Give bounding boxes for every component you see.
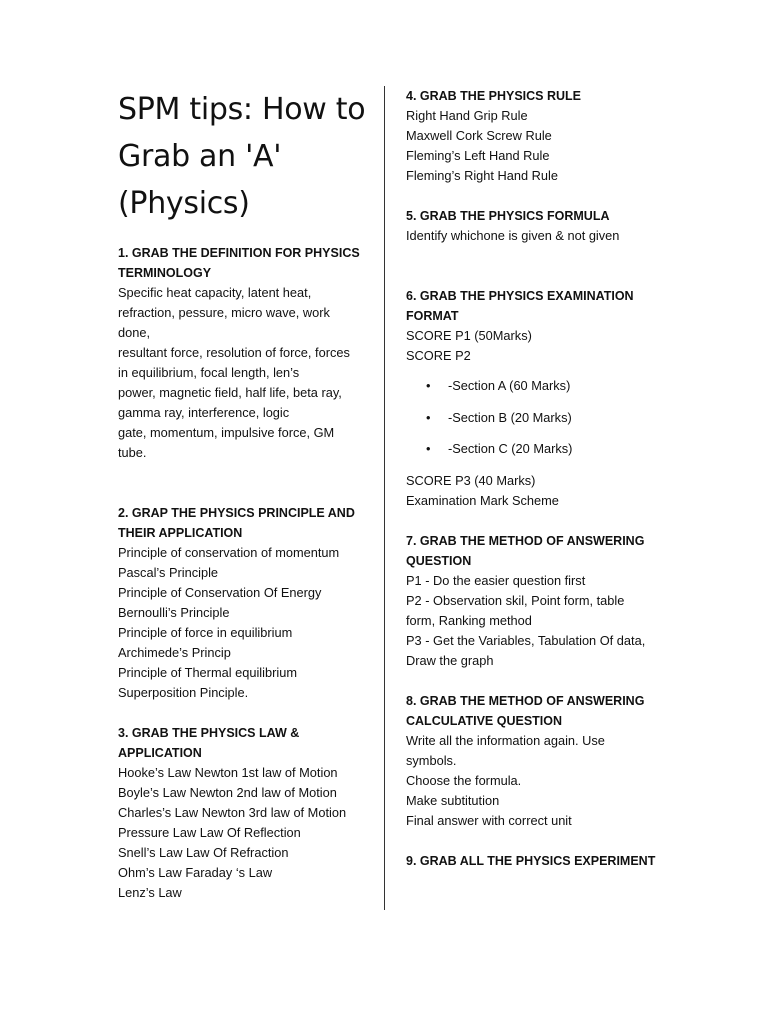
text-line: gamma ray, interference, logic bbox=[118, 405, 290, 420]
spacer bbox=[118, 463, 368, 483]
text-line: tube. bbox=[118, 445, 147, 460]
text-line: Snell’s Law Law Of Refraction bbox=[118, 845, 289, 860]
spacer bbox=[406, 186, 676, 206]
spacer bbox=[406, 831, 676, 851]
section-heading: 1. GRAB THE DEFINITION FOR PHYSICS TERMINOLOGY bbox=[118, 246, 360, 280]
section-laws bbox=[118, 723, 368, 903]
text-line: Write all the information again. Use bbox=[406, 732, 605, 748]
bullet-list bbox=[406, 376, 676, 459]
text-line: SCORE P1 (50Marks) bbox=[406, 328, 532, 343]
text-line: gate, momentum, impulsive force, GM bbox=[118, 425, 335, 440]
section-definitions bbox=[118, 243, 368, 463]
text-line: Pressure Law Law Of Reflection bbox=[118, 825, 301, 840]
list-item-text: -Section C (20 Marks) bbox=[448, 441, 573, 456]
section-heading: 3. GRAB THE PHYSICS LAW & APPLICATION bbox=[118, 726, 300, 760]
text-line: Bernoulli’s Principle bbox=[118, 605, 230, 620]
section-answering-method bbox=[406, 531, 676, 671]
text-line: SCORE P2 bbox=[406, 348, 471, 363]
column-divider bbox=[384, 86, 385, 910]
bullet-icon: • bbox=[426, 441, 431, 456]
text-line: Archimede’s Princip bbox=[118, 645, 231, 660]
text-line: Fleming’s Left Hand Rule bbox=[406, 148, 550, 163]
list-item bbox=[406, 439, 676, 459]
left-column bbox=[118, 86, 368, 903]
page-title: SPM tips: How to Grab an 'A' (Physics) bbox=[118, 92, 366, 221]
bullet-icon: • bbox=[426, 409, 431, 425]
text-line: Hooke’s Law Newton 1st law of Motion bbox=[118, 765, 338, 780]
text-line: Choose the formula. bbox=[406, 772, 522, 788]
text-line: P3 - Get the Variables, Tabulation Of data, bbox=[406, 632, 646, 648]
spacer bbox=[406, 511, 676, 531]
text-line: SCORE P3 (40 Marks) bbox=[406, 472, 536, 488]
section-heading: 9. GRAB ALL THE PHYSICS EXPERIMENT bbox=[406, 853, 656, 868]
text-line: Superposition Pinciple. bbox=[118, 685, 249, 700]
text-line: Charles’s Law Newton 3rd law of Motion bbox=[118, 805, 347, 820]
text-line: power, magnetic field, half life, beta ray, bbox=[118, 385, 342, 400]
section-formula bbox=[406, 206, 676, 246]
section-heading: 7. GRAB THE METHOD OF ANSWERING QUESTION bbox=[406, 533, 645, 568]
text-line: symbols. bbox=[406, 752, 457, 768]
list-item-text: -Section A (60 Marks) bbox=[448, 378, 571, 393]
text-line: Examination Mark Scheme bbox=[406, 492, 559, 508]
text-line: Principle of conservation of momentum bbox=[118, 545, 340, 560]
text-line: Right Hand Grip Rule bbox=[406, 108, 528, 123]
section-principles bbox=[118, 503, 368, 703]
section-exam-format bbox=[406, 286, 676, 511]
section-rules bbox=[406, 86, 676, 186]
text-line: Draw the graph bbox=[406, 652, 494, 668]
section-heading: 8. GRAB THE METHOD OF ANSWERING CALCULATIVE QUESTION bbox=[406, 693, 645, 728]
text-line: in equilibrium, focal length, len’s bbox=[118, 365, 300, 380]
text-line: Final answer with correct unit bbox=[406, 812, 572, 828]
section-heading: 2. GRAP THE PHYSICS PRINCIPLE AND THEIR APPLICATION bbox=[118, 506, 355, 540]
text-line: Principle of Thermal equilibrium bbox=[118, 665, 297, 680]
text-line: Specific heat capacity, latent heat, bbox=[118, 285, 312, 300]
spacer bbox=[406, 246, 676, 266]
section-heading: 4. GRAB THE PHYSICS RULE bbox=[406, 89, 582, 103]
text-line: Identify whichone is given & not given bbox=[406, 228, 620, 243]
text-line: Principle of Conservation Of Energy bbox=[118, 585, 322, 600]
list-item bbox=[406, 408, 676, 428]
text-line: Ohm’s Law Faraday ‘s Law bbox=[118, 865, 273, 880]
text-line: Lenz’s Law bbox=[118, 885, 182, 900]
text-line: form, Ranking method bbox=[406, 612, 532, 628]
section-heading: 5. GRAB THE PHYSICS FORMULA bbox=[406, 209, 610, 223]
bullet-icon: • bbox=[426, 378, 431, 393]
spacer bbox=[406, 671, 676, 691]
text-line: done, bbox=[118, 325, 151, 340]
text-line: P1 - Do the easier question first bbox=[406, 572, 586, 588]
list-item bbox=[406, 376, 676, 396]
right-column bbox=[406, 86, 676, 871]
text-line: Pascal’s Principle bbox=[118, 565, 219, 580]
text-line: Make subtitution bbox=[406, 792, 500, 808]
spacer bbox=[406, 266, 676, 286]
text-line: Fleming’s Right Hand Rule bbox=[406, 168, 558, 183]
section-experiment bbox=[406, 851, 676, 871]
text-line: resultant force, resolution of force, forces bbox=[118, 345, 350, 360]
text-line: refraction, pessure, micro wave, work bbox=[118, 305, 330, 320]
text-line: Principle of force in equilibrium bbox=[118, 625, 293, 640]
spacer bbox=[118, 703, 368, 723]
section-heading: 6. GRAB THE PHYSICS EXAMINATION FORMAT bbox=[406, 289, 634, 323]
text-line: P2 - Observation skil, Point form, table bbox=[406, 592, 625, 608]
section-calculative bbox=[406, 691, 676, 831]
spacer bbox=[118, 483, 368, 503]
text-line: Boyle’s Law Newton 2nd law of Motion bbox=[118, 785, 337, 800]
list-item-text: -Section B (20 Marks) bbox=[448, 409, 572, 425]
text-line: Maxwell Cork Screw Rule bbox=[406, 128, 552, 143]
